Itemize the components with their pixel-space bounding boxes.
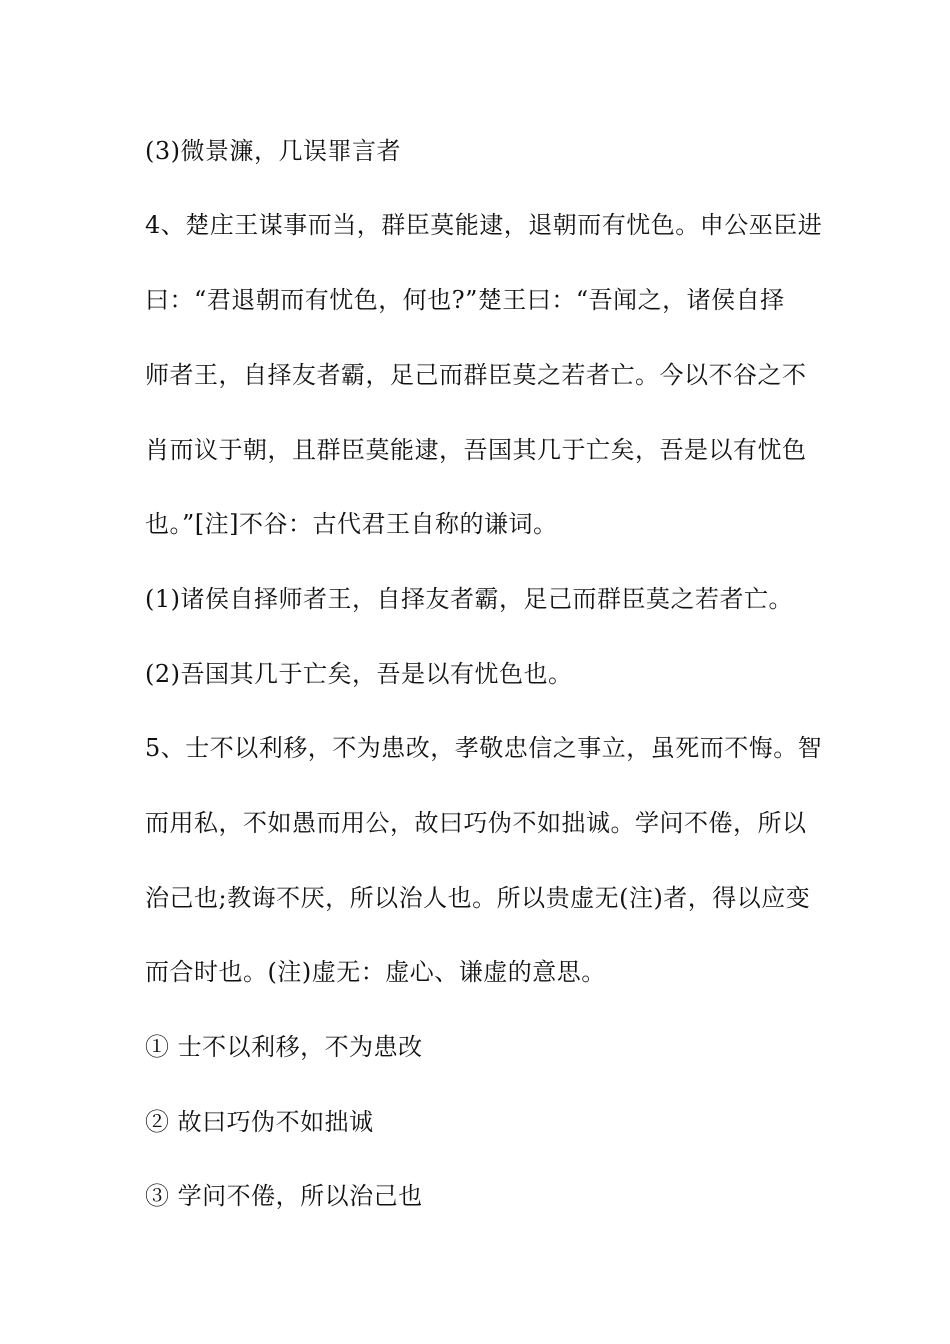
text-line-passage-4-note: 也。”[注]不谷：古代君王自称的谦词。 xyxy=(145,510,558,538)
text-line-passage-4-2: 曰：“君退朝而有忧色，何也?”楚王曰：“吾闻之，诸侯自择 xyxy=(145,286,785,314)
text-line-question-4-2: (2)吾国其几于亡矣，吾是以有忧色也。 xyxy=(145,660,573,688)
text-line-passage-4-4: 肖而议于朝，且群臣莫能逮，吾国其几于亡矣，吾是以有忧色 xyxy=(145,436,807,464)
text-line-passage-4-3: 师者王，自择友者霸，足己而群臣莫之若者亡。今以不谷之不 xyxy=(145,361,807,389)
text-line-question-5-2: ② 故曰巧伪不如拙诚 xyxy=(145,1108,374,1136)
text-line-passage-5-2: 而用私，不如愚而用公，故曰巧伪不如拙诚。学问不倦，所以 xyxy=(145,809,807,837)
text-line-question-5-3: ③ 学问不倦，所以治己也 xyxy=(145,1182,423,1210)
text-line-passage-5-note: 而合时也。(注)虚无：虚心、谦虚的意思。 xyxy=(145,958,606,986)
text-line-passage-4-1: 4、楚庄王谋事而当，群臣莫能逮，退朝而有忧色。申公巫臣进 xyxy=(145,211,823,239)
text-line-passage-5-1: 5、士不以利移，不为患改，孝敬忠信之事立，虽死而不悔。智 xyxy=(145,734,823,762)
text-line-question-4-1: (1)诸侯自择师者王，自择友者霸，足己而群臣莫之若者亡。 xyxy=(145,585,793,613)
text-line-question-3: (3)微景濂，几误罪言者 xyxy=(145,137,401,165)
text-line-question-5-1: ① 士不以利移，不为患改 xyxy=(145,1033,423,1061)
text-line-passage-5-3: 治己也;教诲不厌，所以治人也。所以贵虚无(注)者，得以应变 xyxy=(145,884,811,912)
